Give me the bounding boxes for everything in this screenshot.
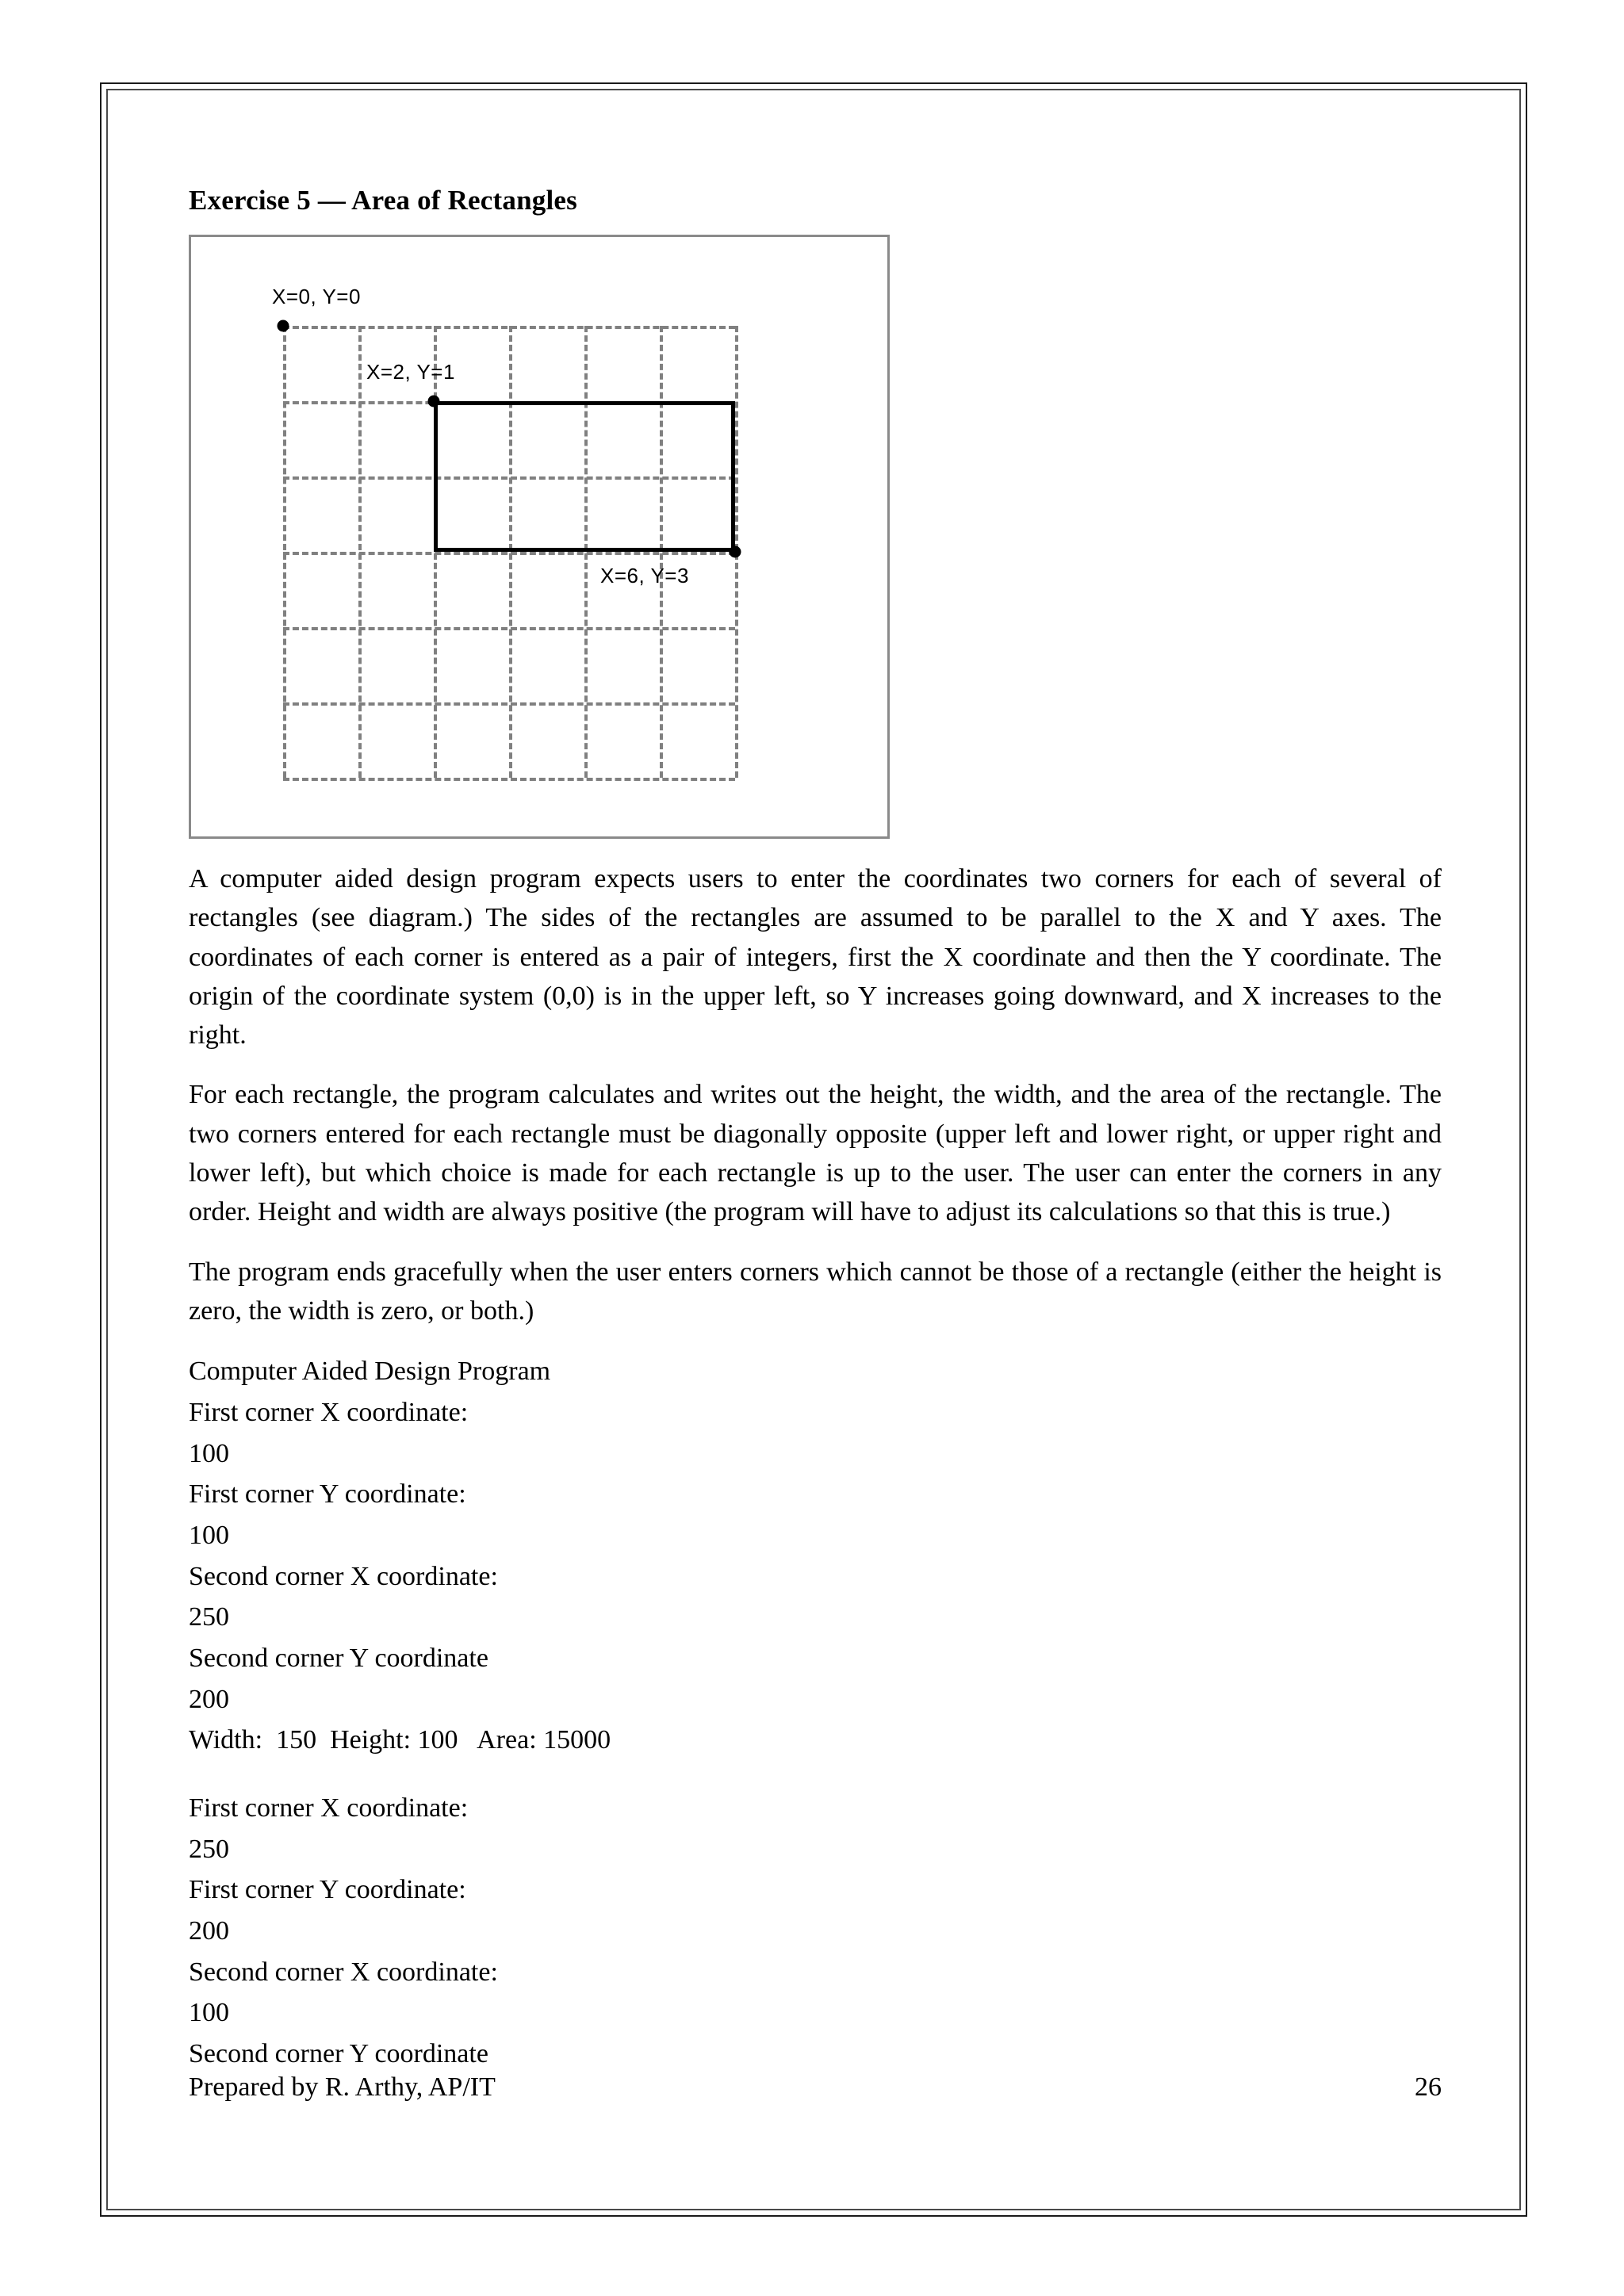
transcript-line: First corner Y coordinate: [189, 1479, 466, 1510]
transcript-line: Second corner X coordinate: [189, 1561, 498, 1591]
gridline-horizontal [283, 552, 735, 555]
bottom-right-corner-label: X=6, Y=3 [600, 564, 689, 587]
page-number: 26 [1415, 2072, 1442, 2102]
transcript-blank-line [189, 1761, 1442, 1788]
paragraph-calculation: For each rectangle, the program calculates and writes out the height, the width, and the area of the rectangle. The two corners entered for each rectangle must be diagonally opposite (upper left and lower right, or upper right and lower left), but which choice is made for each rectangle is up to the user. The user can enter the corners in any order. Height and width are always positive (the program will have to adjust its calculations so that this is true.) [189, 1080, 1442, 1227]
gridline-horizontal [283, 627, 735, 630]
transcript-line: First corner Y coordinate: [189, 1875, 466, 1905]
page-title: Exercise 5 — Area of Rectangles [189, 185, 577, 216]
page-footer [189, 2072, 1442, 2103]
page-content [189, 184, 1442, 2075]
transcript-line: Second corner Y coordinate [189, 2039, 488, 2069]
coordinate-grid [272, 285, 735, 778]
paragraph-termination: The program ends gracefully when the user enters corners which cannot be those of a rectangle (either the height is zero, the width is zero, or both.) [189, 1257, 1442, 1326]
transcript-line: Second corner X coordinate: [189, 1957, 498, 1987]
program-transcript [189, 1351, 1442, 2074]
rectangle-shape [434, 401, 735, 552]
transcript-line: First corner X coordinate: [189, 1793, 469, 1823]
gridline-horizontal [283, 326, 735, 329]
transcript-line: 100 [189, 1520, 229, 1550]
gridline-horizontal [283, 702, 735, 706]
top-left-corner-label: X=2, Y=1 [366, 360, 455, 384]
transcript-line: 200 [189, 1684, 229, 1714]
transcript-line: 100 [189, 1438, 229, 1468]
coordinate-diagram [189, 235, 890, 839]
transcript-line: Second corner Y coordinate [189, 1643, 488, 1673]
transcript-line: 100 [189, 1998, 229, 2028]
transcript-line: First corner X coordinate: [189, 1397, 469, 1427]
transcript-line: 250 [189, 1834, 229, 1864]
paragraph-overview: A computer aided design program expects users to enter the coordinates two corners for each of several of rectangles (see diagram.) The sides of the rectangles are assumed to be parallel to the X and Y axes. The coordinates of each corner is entered as a pair of integers, first the X coordinate and then the Y coordinate. The origin of the coordinate system (0,0) is in the upper left, so Y increases going downward, and X increases to the right. [189, 864, 1442, 1050]
origin-label: X=0, Y=0 [272, 285, 361, 308]
transcript-line: 250 [189, 1602, 229, 1632]
rectangle-bottom-right-dot [730, 546, 741, 558]
transcript-line: Computer Aided Design Program [189, 1357, 551, 1387]
origin-point-dot [278, 320, 289, 332]
gridline-horizontal [283, 778, 735, 781]
rectangle-top-left-dot [428, 396, 440, 408]
transcript-result-line: Width: 150 Height: 100 Area: 15000 [189, 1725, 611, 1755]
footer-credit: Prepared by R. Arthy, AP/IT [189, 2072, 496, 2102]
transcript-line: 200 [189, 1916, 229, 1946]
